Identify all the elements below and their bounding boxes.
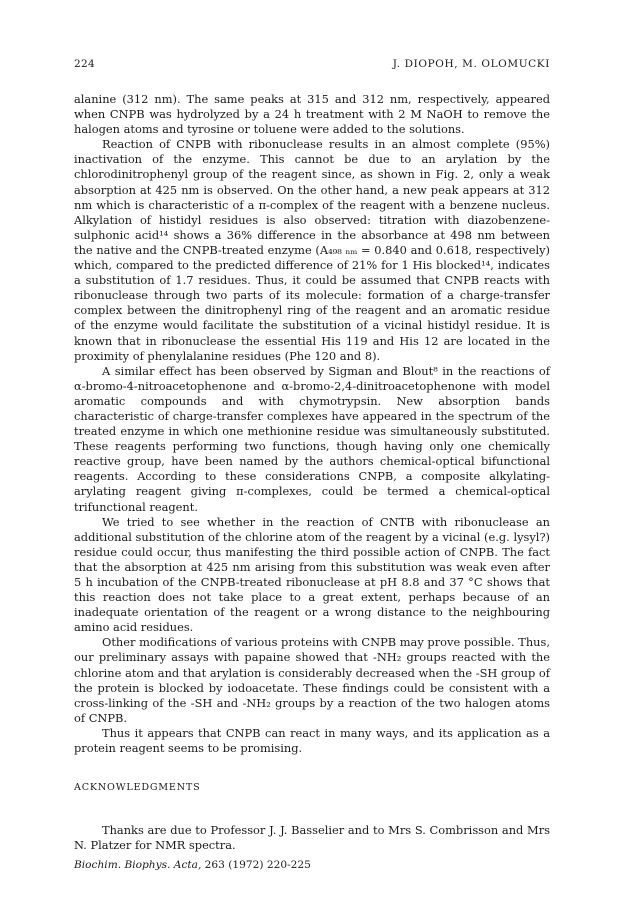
- header-authors: J. DIOPOH, M. OLOMUCKI: [392, 58, 550, 70]
- acknowledgments-text: Thanks are due to Professor J. J. Basselier and to Mrs S. Combrisson and Mrs N. Platzer for NMR spectra.: [74, 823, 550, 853]
- journal-name: Biochim. Biophys. Acta,: [74, 859, 202, 872]
- acknowledgments-heading: ACKNOWLEDGMENTS: [74, 782, 201, 794]
- article-body: [74, 92, 550, 756]
- paragraph-chlorine-substitution: We tried to see whether in the reaction of CNTB with ribonuclease an additional substitution of the chlorine atom of the reagent by a vicinal (e.g. lysyl?) residue could occur, thus manifesting the third possible action of CNPB. The fact that the absorption at 425 nm arising from this substitution was weak even after 5 h incubation of the CNPB-treated ribonuclease at pH 8.8 and 37 °C shows that this reaction does not take place to a great extent, perhaps because of an inadequate orientation of the reagent or a wrong distance to the neighbouring amino acid residues.: [74, 514, 550, 635]
- paragraph-ribonuclease-reaction: Reaction of CNPB with ribonuclease results in an almost complete (95%) inactivation of the enzyme. This cannot be due to an arylation by the chlorodinitrophenyl group of the reagent since, as shown in Fig. 2, only a weak absorption at 425 nm is observed. On the other hand, a new peak appears at 312 nm which is characteristic of a π-complex of the reagent with a benzene nucleus. Alkylation of histidyl residues is also observed: titration with diazobenzene-sulphonic acid¹⁴ shows a 36% difference in the absorbance at 498 nm between the native and the CNPB-treated enzyme (A₄₉₈ ₙₘ = 0.840 and 0.618, respectively) which, compared to the predicted difference of 21% for 1 His blocked¹⁴, indicates a substitution of 1.7 residues. Thus, it could be assumed that CNPB reacts with ribonuclease through two parts of its molecule: formation of a charge-transfer complex between the dinitrophenyl ring of the reagent and an aromatic residue of the enzyme would facilitate the substitution of a vicinal histidyl residue. It is known that in ribonuclease the essential His 119 and His 12 are located in the proximity of phenylalanine residues (Phe 120 and 8).: [74, 137, 550, 363]
- paragraph-other-modifications: Other modifications of various proteins with CNPB may prove possible. Thus, our preliminary assays with papaine showed that -NH₂ groups reacted with the chlorine atom and that arylation is considerably decreased when the -SH group of the protein is blocked by iodoacetate. These findings could be consistent with a cross-linking of the -SH and -NH₂ groups by a reaction of the two halogen atoms of CNPB.: [74, 635, 550, 725]
- page-number: 224: [74, 58, 95, 70]
- paragraph-similar-effect: A similar effect has been observed by Sigman and Blout⁸ in the reactions of α-bromo-4-nitroacetophenone and α-bromo-2,4-dinitroacetophenone with model aromatic compounds and with chymotrypsin. New absorption bands characteristic of charge-transfer complexes have appeared in the spectrum of the treated enzyme in which one methionine residue was simultaneously substituted. These reagents performing two functions, though having only one chemically reactive group, have been named by the authors chemical-optical bifunctional reagents. According to these considerations CNPB, a composite alkylating-arylating reagent giving π-complexes, could be termed a chemical-optical trifunctional reagent.: [74, 363, 550, 514]
- running-head: [74, 58, 550, 78]
- citation-details: 263 (1972) 220-225: [201, 859, 311, 872]
- journal-page: [74, 58, 550, 872]
- journal-citation: [74, 858, 550, 872]
- paragraph-continuation: alanine (312 nm). The same peaks at 315 and 312 nm, respectively, appeared when CNPB was hydrolyzed by a 24 h treatment with 2 M NaOH to remove the halogen atoms and tyrosine or toluene were added to the solutions.: [74, 92, 550, 137]
- paragraph-conclusion: Thus it appears that CNPB can react in many ways, and its application as a protein reagent seems to be promising.: [74, 725, 550, 756]
